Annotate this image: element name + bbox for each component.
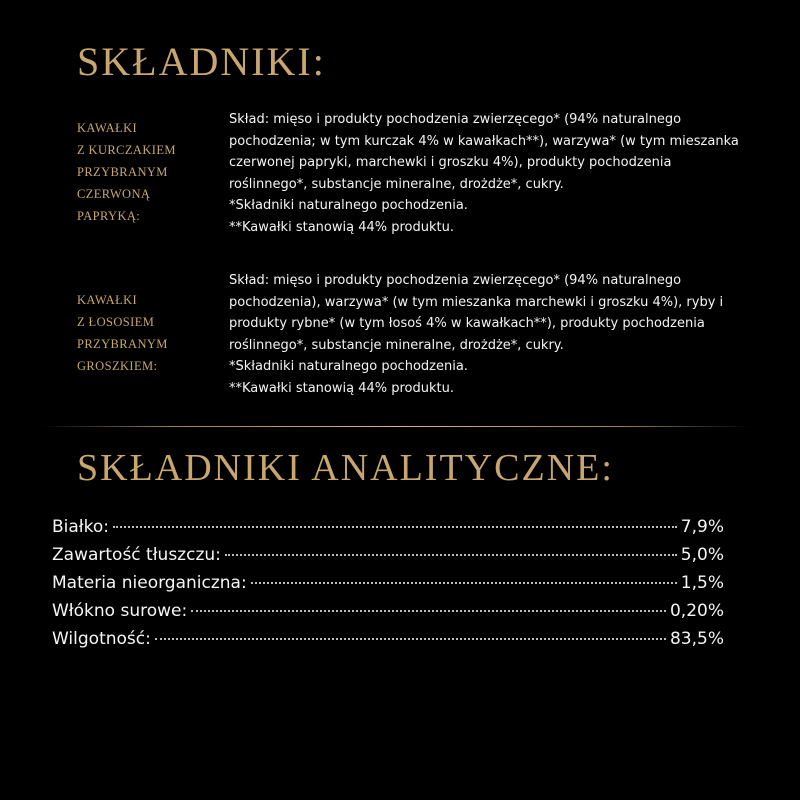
analysis-row-ash <box>52 573 724 601</box>
gold-divider <box>40 426 752 427</box>
analysis-value: 0,20% <box>669 601 724 621</box>
analysis-value: 1,5% <box>680 573 724 593</box>
analysis-label: Włókno surowe: <box>52 601 188 621</box>
variant-label-chicken: KAWAŁKI Z KURCZAKIEM PRZYBRANYM CZERWONĄ PAPRYKĄ: <box>77 121 176 223</box>
analytical-constituents-list <box>52 517 724 657</box>
analysis-row-fibre <box>52 601 724 629</box>
analysis-value: 7,9% <box>680 517 724 537</box>
ingredients-block-chicken <box>229 109 739 238</box>
dot-leader <box>251 582 677 584</box>
footnote-chunks: **Kawałki stanowią 44% produktu. <box>229 219 454 235</box>
footnote-chunks: **Kawałki stanowią 44% produktu. <box>229 380 454 396</box>
footnote-natural: *Składniki naturalnego pochodzenia. <box>229 359 468 374</box>
ingredients-heading: SKŁADNIKI: <box>77 39 326 84</box>
dot-leader <box>191 610 666 612</box>
analysis-label: Białko: <box>52 517 110 537</box>
analysis-row-moisture <box>52 629 724 657</box>
analysis-row-fat <box>52 545 724 573</box>
analysis-value: 83,5% <box>669 629 724 649</box>
dot-leader <box>155 638 666 640</box>
variant-label-salmon: KAWAŁKI Z ŁOSOSIEM PRZYBRANYM GROSZKIEM: <box>77 293 168 373</box>
analysis-label: Wilgotność: <box>52 629 151 649</box>
analysis-label: Zawartość tłuszczu: <box>52 545 221 565</box>
footnote-natural: *Składniki naturalnego pochodzenia. <box>229 198 468 213</box>
ingredients-block-salmon <box>229 270 739 399</box>
analytical-heading: SKŁADNIKI ANALITYCZNE: <box>77 447 614 489</box>
dot-leader <box>225 554 677 556</box>
analysis-label: Materia nieorganiczna: <box>52 573 247 593</box>
dot-leader <box>113 526 677 528</box>
analysis-row-protein <box>52 517 724 545</box>
analysis-value: 5,0% <box>680 545 724 565</box>
composition-text: Skład: mięso i produkty pochodzenia zwierzęcego* (94% naturalnego pochodzenia; w tym kurczak 4% w kawałkach**), warzywa* (w tym mieszanka czerwonej papryki, marchewki i groszku 4%), produkty pochodzenia roślinnego*, substancje mineralne, drożdże*, cukry. <box>229 112 739 192</box>
composition-text: Skład: mięso i produkty pochodzenia zwierzęcego* (94% naturalnego pochodzenia), warzywa* (w tym mieszanka marchewki i groszku 4%), ryby i produkty rybne* (w tym łosoś 4% w kawałkach**), produkty pochodzenia roślinnego*, substancje mineralne, drożdże*, cukry. <box>229 273 724 353</box>
